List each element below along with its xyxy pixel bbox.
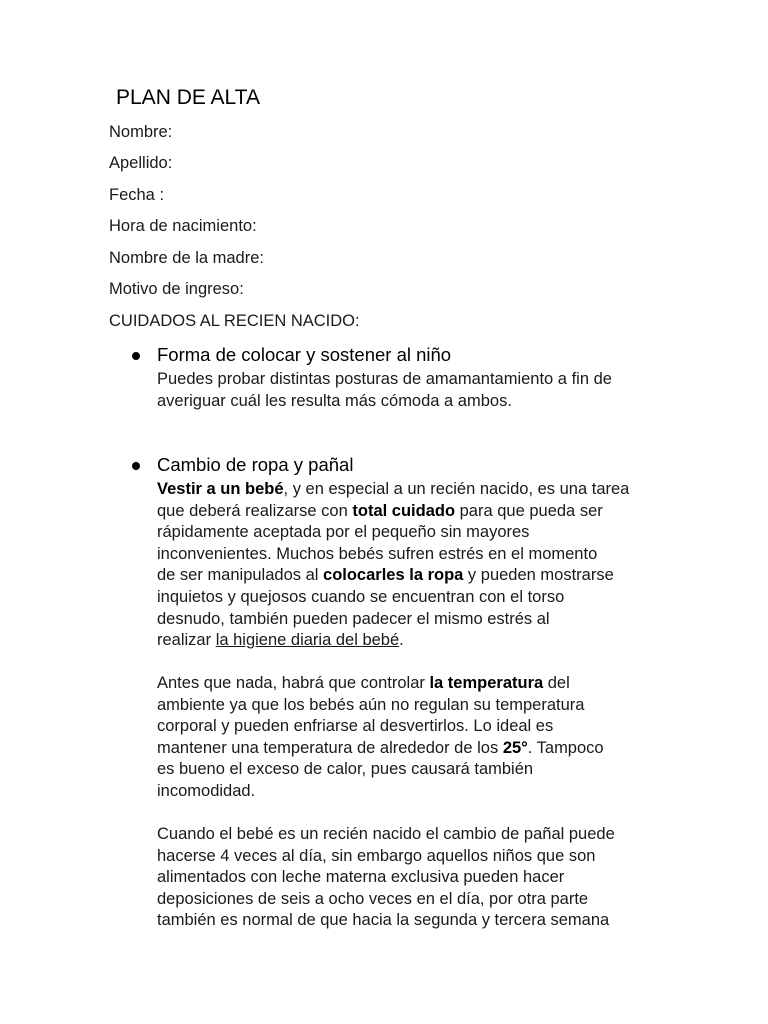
page-title: PLAN DE ALTA bbox=[116, 86, 260, 109]
field-hora-nacimiento: Hora de nacimiento: bbox=[109, 217, 257, 235]
text-line: rápidamente aceptada por el pequeño sin mayores bbox=[157, 523, 530, 542]
text-line: también es normal de que hacia la segunda y tercera semana bbox=[157, 911, 610, 930]
subheading-colocar: Forma de colocar y sostener al niño bbox=[157, 344, 452, 365]
bullet-icon bbox=[132, 462, 140, 470]
text-line: hacerse 4 veces al día, sin embargo aquellos niños que son bbox=[157, 846, 596, 865]
text-line: Puedes probar distintas posturas de amamantamiento a fin de bbox=[157, 370, 612, 388]
section2-paragraph-1 bbox=[157, 479, 697, 652]
bullet-icon bbox=[132, 352, 140, 360]
emphasis-text: total cuidado bbox=[352, 501, 456, 520]
text-line: es bueno el exceso de calor, pues causará también bbox=[157, 760, 534, 779]
text-line: ambiente ya que los bebés aún no regulan su temperatura bbox=[157, 695, 585, 714]
text-line: alimentados con leche materna exclusiva pueden hacer bbox=[157, 868, 565, 887]
text-line: inconvenientes. Muchos bebés sufren estrés en el momento bbox=[157, 544, 598, 563]
emphasis-text: Vestir a un bebé bbox=[157, 480, 284, 498]
text-line: averiguar cuál les resulta más cómoda a ambos. bbox=[157, 391, 512, 410]
field-motivo-ingreso: Motivo de ingreso: bbox=[109, 280, 244, 298]
text-line: desnudo, también pueden padecer el mismo estrés al bbox=[157, 609, 550, 628]
field-apellido: Apellido: bbox=[109, 154, 173, 172]
text-line: realizar la higiene diaria del bebé. bbox=[157, 631, 404, 650]
emphasis-text: colocarles la ropa bbox=[323, 566, 464, 585]
section2-paragraph-2 bbox=[157, 673, 697, 803]
text-line: que deberá realizarse con total cuidado para que pueda ser bbox=[157, 501, 603, 520]
subheading-cambio: Cambio de ropa y pañal bbox=[157, 454, 354, 475]
field-nombre-madre: Nombre de la madre: bbox=[109, 249, 264, 267]
field-fecha: Fecha : bbox=[109, 186, 165, 204]
higiene-link[interactable]: la higiene diaria del bebé bbox=[215, 631, 400, 650]
section-heading-cuidados: CUIDADOS AL RECIEN NACIDO: bbox=[109, 312, 360, 330]
text-line: Vestir a un bebé, y en especial a un recién nacido, es una tarea bbox=[157, 480, 630, 498]
text-line: incomodidad. bbox=[157, 781, 256, 800]
emphasis-text: la temperatura bbox=[429, 674, 544, 692]
section2-paragraph-3 bbox=[157, 824, 697, 932]
text-line: corporal y pueden enfriarse al desvertirlos. Lo ideal es bbox=[157, 717, 554, 736]
text-line: de ser manipulados al colocarles la ropa y pueden mostrarse bbox=[157, 566, 614, 585]
section1-paragraph bbox=[157, 369, 697, 412]
text-line: Antes que nada, habrá que controlar la temperatura del bbox=[157, 674, 570, 692]
text-line: Cuando el bebé es un recién nacido el cambio de pañal puede bbox=[157, 825, 615, 843]
text-line: inquietos y quejosos cuando se encuentran con el torso bbox=[157, 587, 565, 606]
text-line: mantener una temperatura de alrededor de los 25°. Tampoco bbox=[157, 738, 604, 757]
text-line: deposiciones de seis a ocho veces en el día, por otra parte bbox=[157, 889, 589, 908]
field-nombre: Nombre: bbox=[109, 123, 173, 141]
emphasis-text: 25° bbox=[502, 738, 528, 757]
